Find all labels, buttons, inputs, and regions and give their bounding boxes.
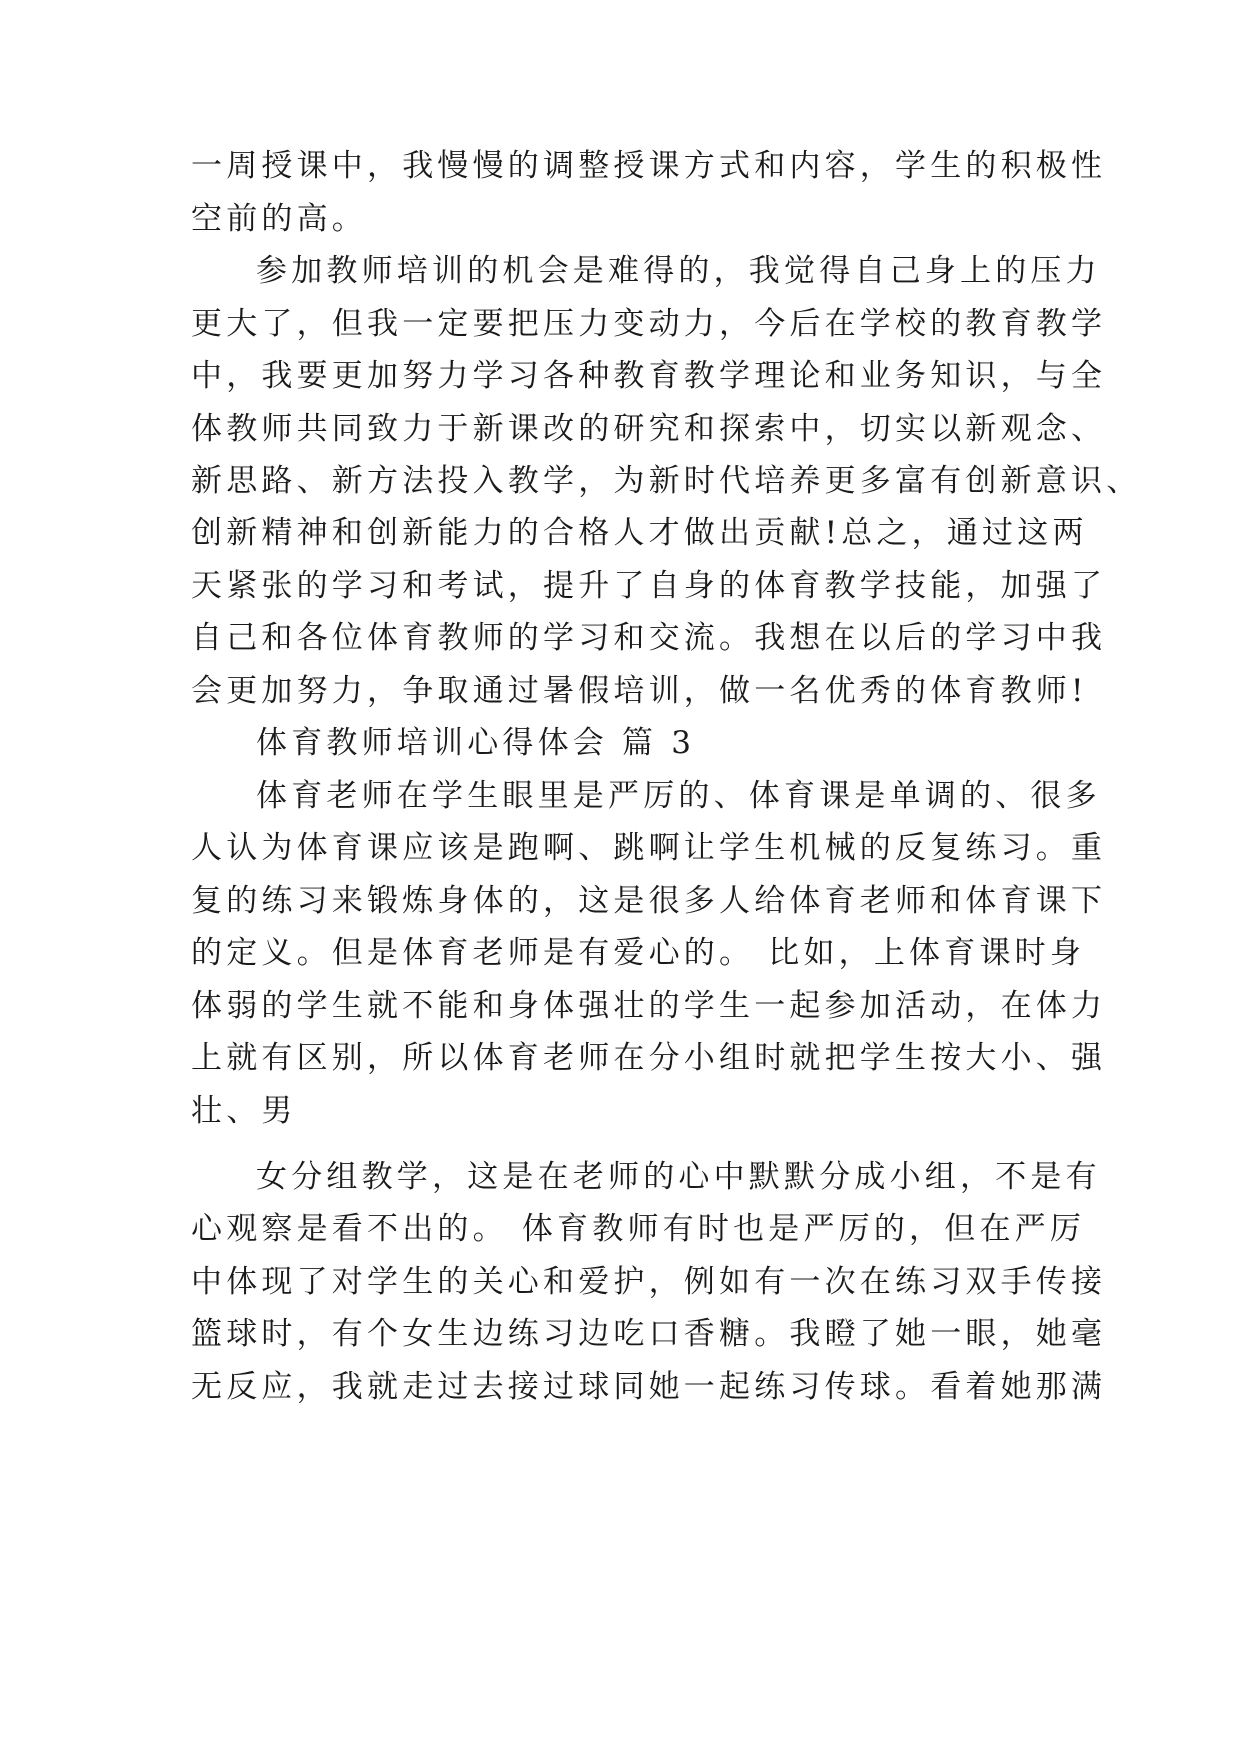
text-line: 体教师共同致力于新课改的研究和探索中，切实以新观念、 (191, 411, 1107, 447)
text-line: 复的练习来锻炼身体的，这是很多人给体育老师和体育课下 (191, 883, 1107, 919)
text-line: 上就有区别，所以体育老师在分小组时就把学生按大小、强 (191, 1040, 1107, 1076)
text-line: 天紧张的学习和考试，提升了自身的体育教学技能，加强了 (191, 568, 1107, 604)
text-line: 中，我要更加努力学习各种教育教学理论和业务知识，与全 (191, 358, 1107, 394)
text-line: 篮球时，有个女生边练习边吃口香糖。我瞪了她一眼，她毫 (191, 1316, 1107, 1352)
section-heading: 体育教师培训心得体会 篇 3 (256, 725, 696, 761)
text-line: 心观察是看不出的。 体育教师有时也是严厉的，但在严厉 (191, 1211, 1086, 1247)
text-line: 创新精神和创新能力的合格人才做出贡献!总之，通过这两 (191, 515, 1088, 551)
text-line: 体弱的学生就不能和身体强壮的学生一起参加活动，在体力 (191, 988, 1107, 1024)
text-line: 无反应，我就走过去接过球同她一起练习传球。看着她那满 (191, 1369, 1107, 1405)
text-line: 中体现了对学生的关心和爱护，例如有一次在练习双手传接 (191, 1264, 1107, 1300)
text-line: 更大了，但我一定要把压力变动力，今后在学校的教育教学 (191, 306, 1107, 342)
text-line: 体育老师在学生眼里是严厉的、体育课是单调的、很多 (256, 778, 1101, 814)
text-line: 新思路、新方法投入教学，为新时代培养更多富有创新意识、 (191, 463, 1142, 499)
text-line: 人认为体育课应该是跑啊、跳啊让学生机械的反复练习。重 (191, 830, 1107, 866)
text-line: 空前的高。 (191, 201, 367, 237)
text-line: 参加教师培训的机会是难得的，我觉得自己身上的压力 (256, 253, 1101, 289)
text-line: 一周授课中，我慢慢的调整授课方式和内容，学生的积极性 (191, 148, 1107, 184)
text-line: 自己和各位体育教师的学习和交流。我想在以后的学习中我 (191, 620, 1107, 656)
text-line: 的定义。但是体育老师是有爱心的。 比如，上体育课时身 (191, 935, 1086, 971)
text-line: 会更加努力，争取通过暑假培训，做一名优秀的体育教师! (191, 673, 1088, 709)
text-line: 女分组教学，这是在老师的心中默默分成小组，不是有 (256, 1159, 1101, 1195)
text-line: 壮、男 (191, 1093, 297, 1129)
